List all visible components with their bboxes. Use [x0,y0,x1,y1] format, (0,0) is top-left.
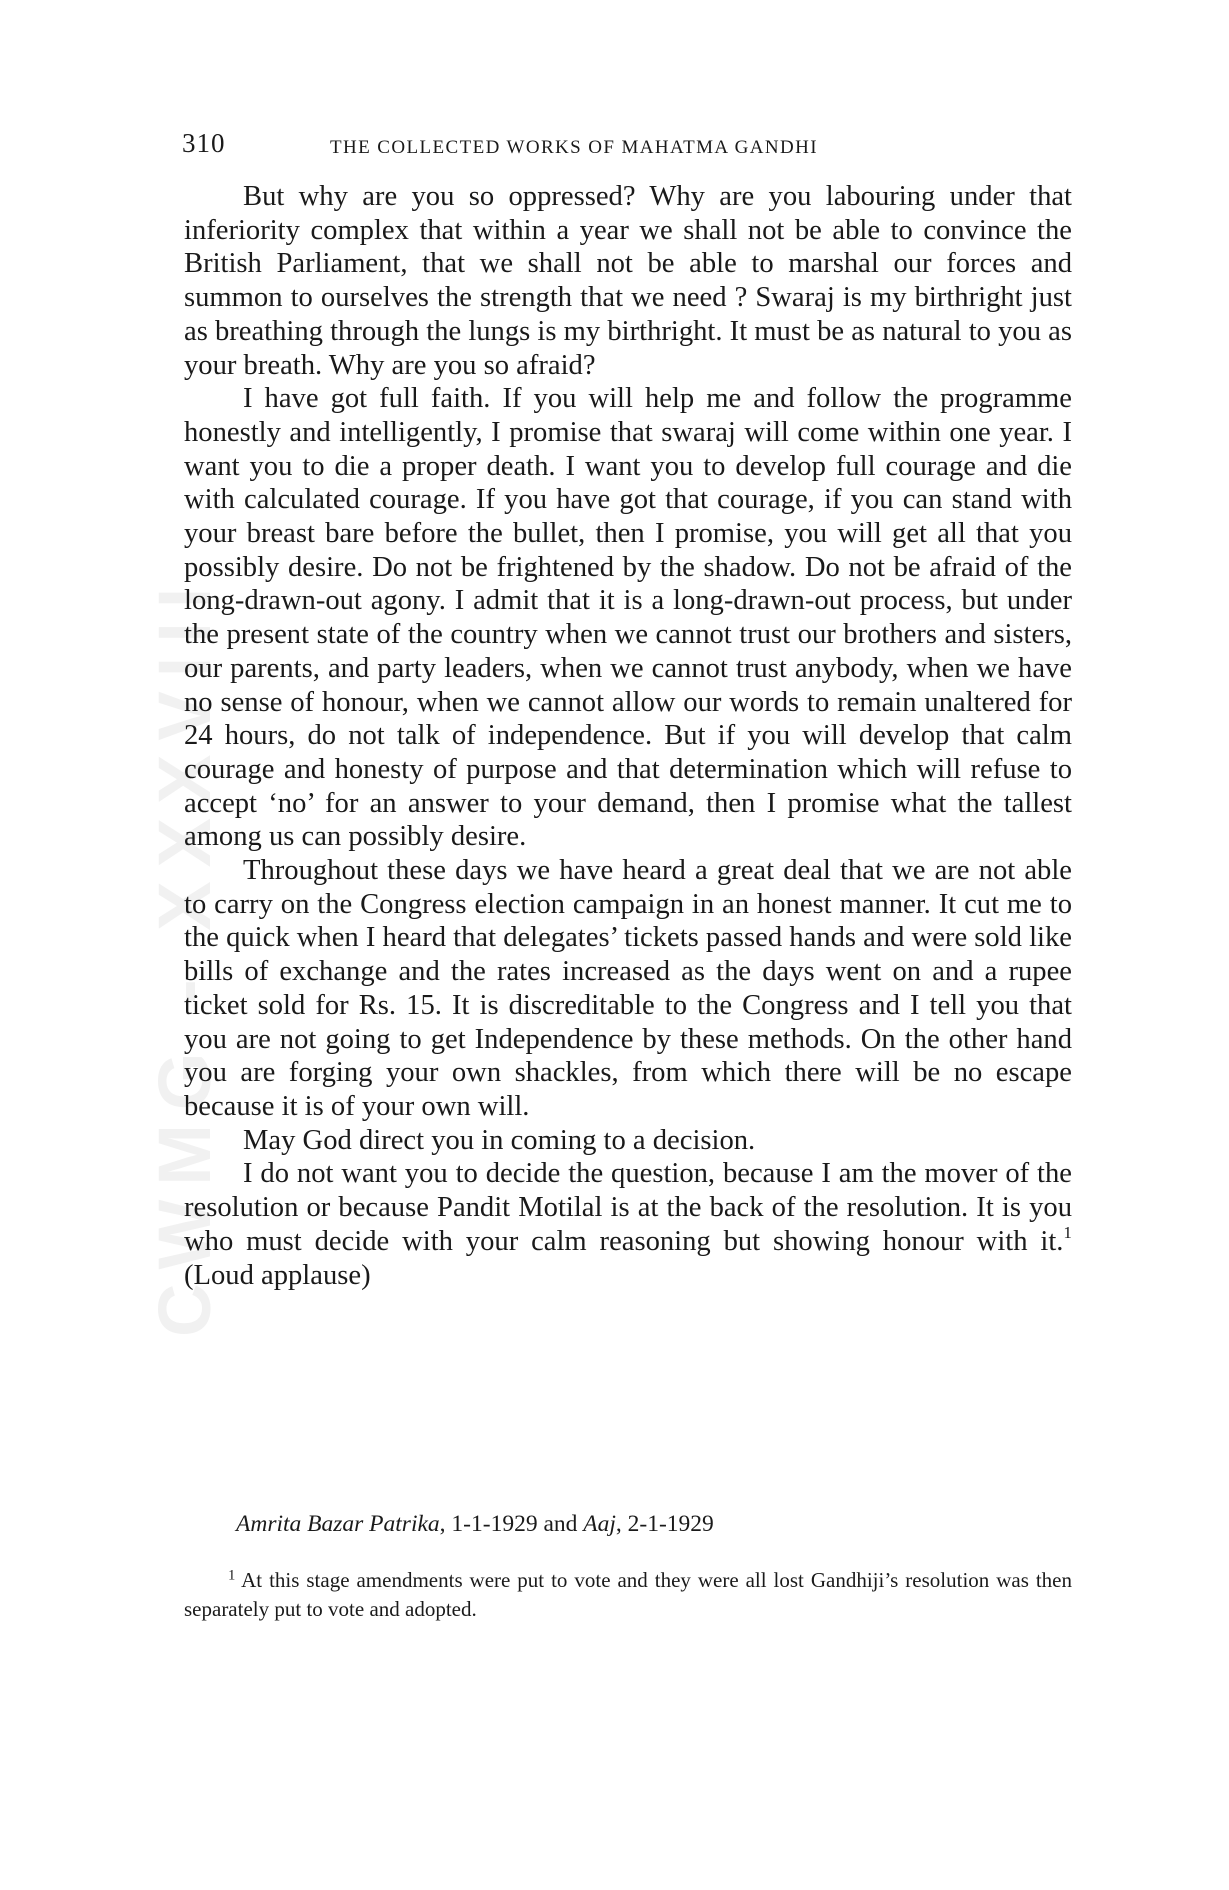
paragraph-5-text: I do not want you to decide the question, because I am the mover of the resolution or because Pandit Motilal is at the back of the resolution. It is you who must decide with your calm reasoning but showing honour with it. [184,1158,1072,1257]
body-text [184,180,1072,1292]
paragraph-5 [184,1157,1072,1292]
source-citation [236,1511,714,1538]
paragraph-1: But why are you so oppressed? Why are you labouring under that inferiority complex that within a year we shall not be able to convince the British Parliament, that we shall not be able to marshal our forces and summon to ourselves the strength that we need ? Swaraj is my birthright just as breathing through the lungs is my birthright. It must be as natural to you as your breath. Why are you so afraid? [184,181,1072,381]
footnote-reference[interactable]: 1 [1063,1222,1072,1242]
paragraph-3: Throughout these days we have heard a great deal that we are not able to carry on the Congress election campaign in an honest manner. It cut me to the quick when I heard that delegates’ tickets passed hands and were sold like bills of exchange and the rates increased as the days went on and a rupee ticket sold for Rs. 15. It is discreditable to the Congress and I tell you that you are not going to get Independence by these methods. On the other hand you are forging your own shackles, from which there will be no escape because it is of your own will. [184,855,1072,1122]
paragraph-4: May God direct you in coming to a decision. [243,1124,756,1156]
source-title-2: Aaj [583,1511,616,1537]
running-title: THE COLLECTED WORKS OF MAHATMA GANDHI [330,137,818,158]
applause-note: (Loud applause) [184,1259,371,1291]
page-number: 310 [182,128,226,158]
footnote-text: At this stage amendments were put to vote and they were all lost Gandhiji’s resolution was then separately put to vote and adopted. [184,1568,1072,1621]
paragraph-2: I have got full faith. If you will help me and follow the programme honestly and intelligently, I promise that swaraj will come within one year. I want you to die a proper death. I want you to develop full courage and die with calculated courage. If you have got that courage, if you can stand with your breast bare before the bullet, then I promise, you will get all that you possibly desire. Do not be frightened by the shadow. Do not be afraid of the long-drawn-out agony. I admit that it is a long-drawn-out process, but under the present state of the country when we cannot trust our brothers and sisters, our parents, and party leaders, when we cannot trust anybody, when we have no sense of honour, when we cannot allow our words to remain unaltered for 24 hours, do not talk of independence. But if you will develop that calm courage and honesty of purpose and that determination which will refuse to accept ‘no’ for an answer to your demand, then I promise what the tallest among us can possibly desire. [184,383,1072,853]
footnote-mark: 1 [228,1567,236,1584]
source-date-1: , 1-1-1929 and [439,1511,584,1537]
source-date-2: , 2-1-1929 [615,1511,714,1537]
page-header [182,128,1072,168]
source-title-1: Amrita Bazar Patrika [236,1511,440,1537]
footnote [184,1566,1072,1624]
watermark: CWMG - XXXVIII [143,573,226,1337]
